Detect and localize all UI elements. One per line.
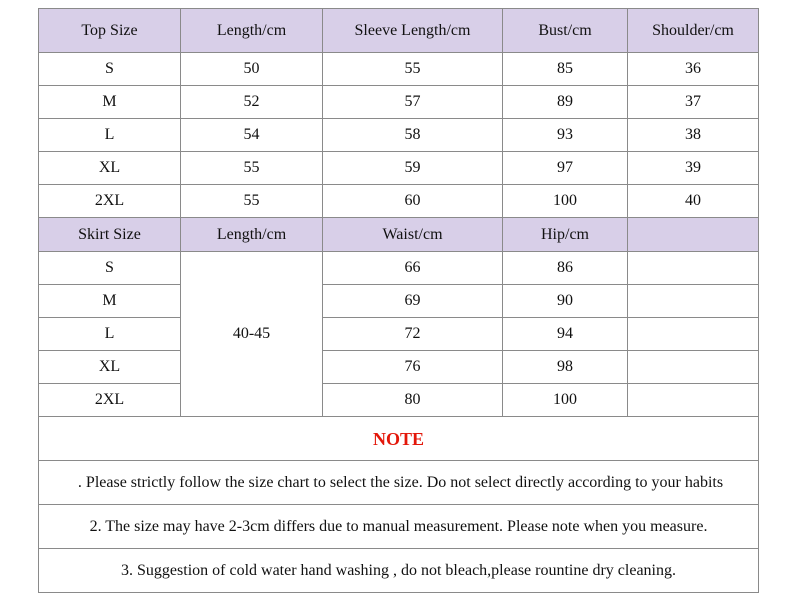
top-sleeve-cell: 59: [323, 152, 503, 185]
top-size-cell: M: [39, 86, 181, 119]
size-chart-table: [38, 8, 759, 593]
skirt-size-cell: S: [39, 252, 181, 285]
top-size-cell: 2XL: [39, 185, 181, 218]
note-line-2: 2. The size may have 2-3cm differs due to manual measurement. Please note when you measure.: [39, 505, 759, 549]
note-line-row: [39, 461, 759, 505]
skirt-waist-cell: 72: [323, 318, 503, 351]
top-size-cell: XL: [39, 152, 181, 185]
top-size-cell: L: [39, 119, 181, 152]
top-length-cell: 50: [181, 53, 323, 86]
table-row: [39, 53, 759, 86]
skirt-size-cell: 2XL: [39, 384, 181, 417]
table-row: [39, 252, 759, 285]
top-shoulder-cell: 40: [628, 185, 759, 218]
top-sleeve-cell: 60: [323, 185, 503, 218]
skirt-hip-header: Hip/cm: [503, 218, 628, 252]
table-row: [39, 351, 759, 384]
top-shoulder-cell: 38: [628, 119, 759, 152]
skirt-hip-cell: 90: [503, 285, 628, 318]
note-line-1: . Please strictly follow the size chart to select the size. Do not select directly according to your habits: [77, 473, 724, 491]
skirt-hip-cell: 86: [503, 252, 628, 285]
skirt-waist-cell: 69: [323, 285, 503, 318]
table-row: [39, 152, 759, 185]
skirt-size-header: Skirt Size: [39, 218, 181, 252]
top-shoulder-cell: 36: [628, 53, 759, 86]
skirt-length-header: Length/cm: [181, 218, 323, 252]
top-sleeve-cell: 58: [323, 119, 503, 152]
top-sleeve-length-header: Sleeve Length/cm: [323, 9, 503, 53]
skirt-size-header-row: [39, 218, 759, 252]
table-row: [39, 285, 759, 318]
top-bust-cell: 100: [503, 185, 628, 218]
size-chart: [38, 8, 758, 592]
skirt-hip-cell: 94: [503, 318, 628, 351]
top-size-header-row: [39, 9, 759, 53]
skirt-length-merged-cell: 40-45: [181, 252, 323, 417]
note-title: NOTE: [39, 417, 759, 461]
skirt-empty-cell: [628, 384, 759, 417]
skirt-size-cell: M: [39, 285, 181, 318]
skirt-hip-cell: 98: [503, 351, 628, 384]
skirt-waist-cell: 66: [323, 252, 503, 285]
top-length-cell: 54: [181, 119, 323, 152]
note-line-1-cell: [39, 461, 759, 505]
skirt-empty-cell: [628, 318, 759, 351]
top-shoulder-cell: 39: [628, 152, 759, 185]
top-size-cell: S: [39, 53, 181, 86]
skirt-waist-cell: 76: [323, 351, 503, 384]
skirt-hip-cell: 100: [503, 384, 628, 417]
top-sleeve-cell: 55: [323, 53, 503, 86]
note-title-row: [39, 417, 759, 461]
table-row: [39, 119, 759, 152]
top-bust-header: Bust/cm: [503, 9, 628, 53]
skirt-size-cell: XL: [39, 351, 181, 384]
skirt-empty-cell: [628, 351, 759, 384]
top-size-header: Top Size: [39, 9, 181, 53]
top-length-cell: 55: [181, 152, 323, 185]
note-line-3: 3. Suggestion of cold water hand washing , do not bleach,please rountine dry cleaning.: [39, 549, 759, 593]
table-row: [39, 185, 759, 218]
skirt-empty-header: [628, 218, 759, 252]
skirt-waist-header: Waist/cm: [323, 218, 503, 252]
top-bust-cell: 97: [503, 152, 628, 185]
note-line-row: [39, 505, 759, 549]
top-length-header: Length/cm: [181, 9, 323, 53]
skirt-size-cell: L: [39, 318, 181, 351]
top-shoulder-header: Shoulder/cm: [628, 9, 759, 53]
note-line-row: [39, 549, 759, 593]
table-row: [39, 86, 759, 119]
top-length-cell: 55: [181, 185, 323, 218]
skirt-empty-cell: [628, 252, 759, 285]
table-row: [39, 384, 759, 417]
top-length-cell: 52: [181, 86, 323, 119]
table-row: [39, 318, 759, 351]
top-sleeve-cell: 57: [323, 86, 503, 119]
skirt-waist-cell: 80: [323, 384, 503, 417]
top-bust-cell: 89: [503, 86, 628, 119]
top-bust-cell: 93: [503, 119, 628, 152]
top-bust-cell: 85: [503, 53, 628, 86]
skirt-empty-cell: [628, 285, 759, 318]
top-shoulder-cell: 37: [628, 86, 759, 119]
